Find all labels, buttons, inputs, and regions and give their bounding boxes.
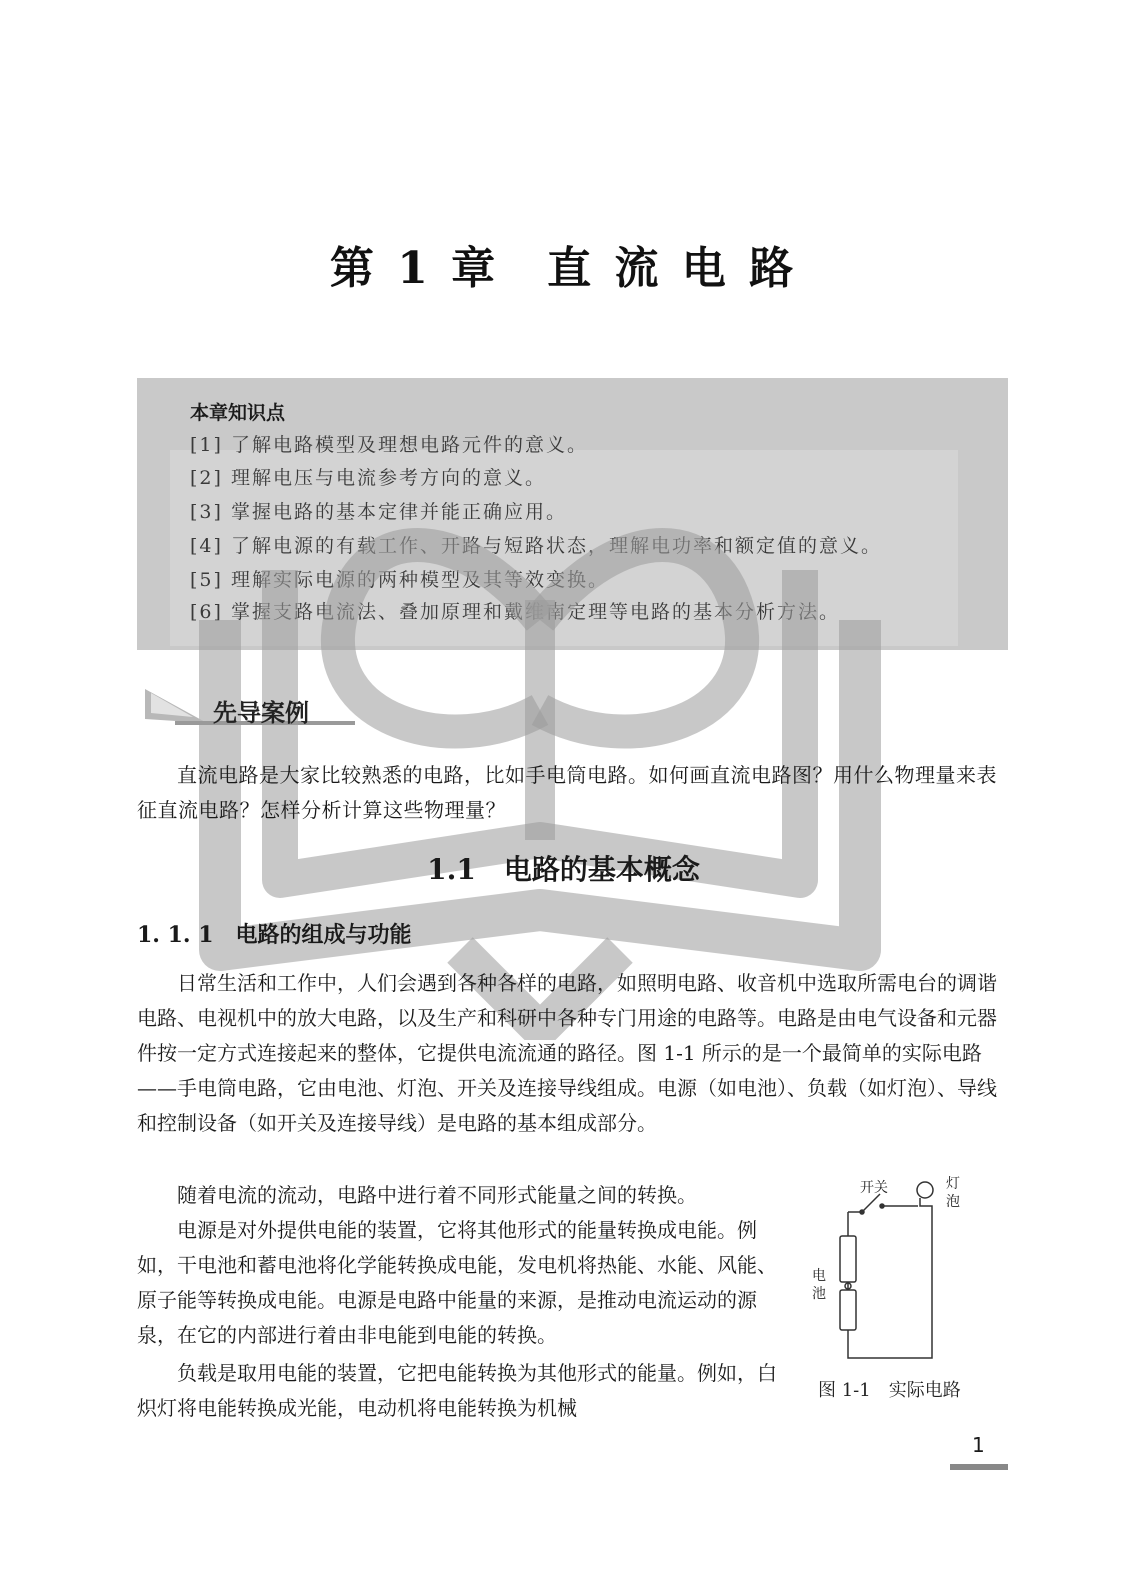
page-number: 1 [972, 1433, 985, 1457]
switch-label: 开关 [860, 1181, 888, 1196]
body-paragraph: 负载是取用电能的装置，它把电能转换为其他形式的能量。例如，白炽灯将电能转换成光能，电动机将电能转换为机械 [137, 1361, 777, 1420]
flashlight-circuit-diagram [800, 1172, 975, 1372]
lead-case-text: 直流电路是大家比较熟悉的电路，比如手电筒电路。如何画直流电路图？用什么物理量来表征直流电路？怎样分析计算这些物理量？ [137, 763, 997, 822]
battery-label-2: 池 [812, 1287, 826, 1302]
knowledge-point-item: [1] 了解电路模型及理想电路元件的意义。 [190, 434, 588, 456]
knowledge-point-item: [3] 掌握电路的基本定律并能正确应用。 [190, 501, 567, 523]
knowledge-points-heading: 本章知识点 [190, 402, 286, 424]
knowledge-point-item: [4] 了解电源的有载工作、开路与短路状态，理解电功率和额定值的意义。 [190, 535, 882, 557]
chapter-title: 第 1 章 直 流 电 路 [329, 243, 798, 294]
body-paragraph: 随着电流的流动，电路中进行着不同形式能量之间的转换。 [177, 1183, 697, 1207]
subsection-title: 1. 1. 1 电路的组成与功能 [137, 922, 412, 948]
page-number-bar [950, 1464, 1008, 1470]
body-paragraph: 日常生活和工作中，人们会遇到各种各样的电路，如照明电路、收音机中选取所需电台的调谐电路、电视机中的放大电路，以及生产和科研中各种专门用途的电路等。电路是由电气设备和元器件按一定方式连接起来的整体，它提供电流流通的路径。图 1-1 所示的是一个最简单的实际电路——手电筒电路，它由电池、灯泡、开关及连接导线组成。电源（如电池）、负载（如灯泡）、导线和控制设备（如开关及连接导线）是电路的基本组成部分。 [137, 971, 997, 1135]
lead-case-title: 先导案例 [213, 699, 309, 727]
knowledge-point-item: [6] 掌握支路电流法、叠加原理和戴维南定理等电路的基本分析方法。 [190, 601, 840, 623]
section-title: 1.1 电路的基本概念 [427, 853, 700, 886]
battery-label: 电 [812, 1269, 826, 1284]
figure-caption: 图 1-1 实际电路 [818, 1380, 961, 1401]
bulb-label-2: 泡 [946, 1195, 960, 1210]
body-paragraph: 电源是对外提供电能的装置，它将其他形式的能量转换成电能。例如，干电池和蓄电池将化学能转换成电能，发电机将热能、水能、风能、原子能等转换成电能。电源是电路中能量的来源，是推动电流运动的源泉，在它的内部进行着由非电能到电能的转换。 [137, 1218, 777, 1347]
bulb-label: 灯 [946, 1177, 960, 1192]
knowledge-point-item: [2] 理解电压与电流参考方向的意义。 [190, 467, 546, 489]
knowledge-point-item: [5] 理解实际电源的两种模型及其等效变换。 [190, 569, 609, 591]
